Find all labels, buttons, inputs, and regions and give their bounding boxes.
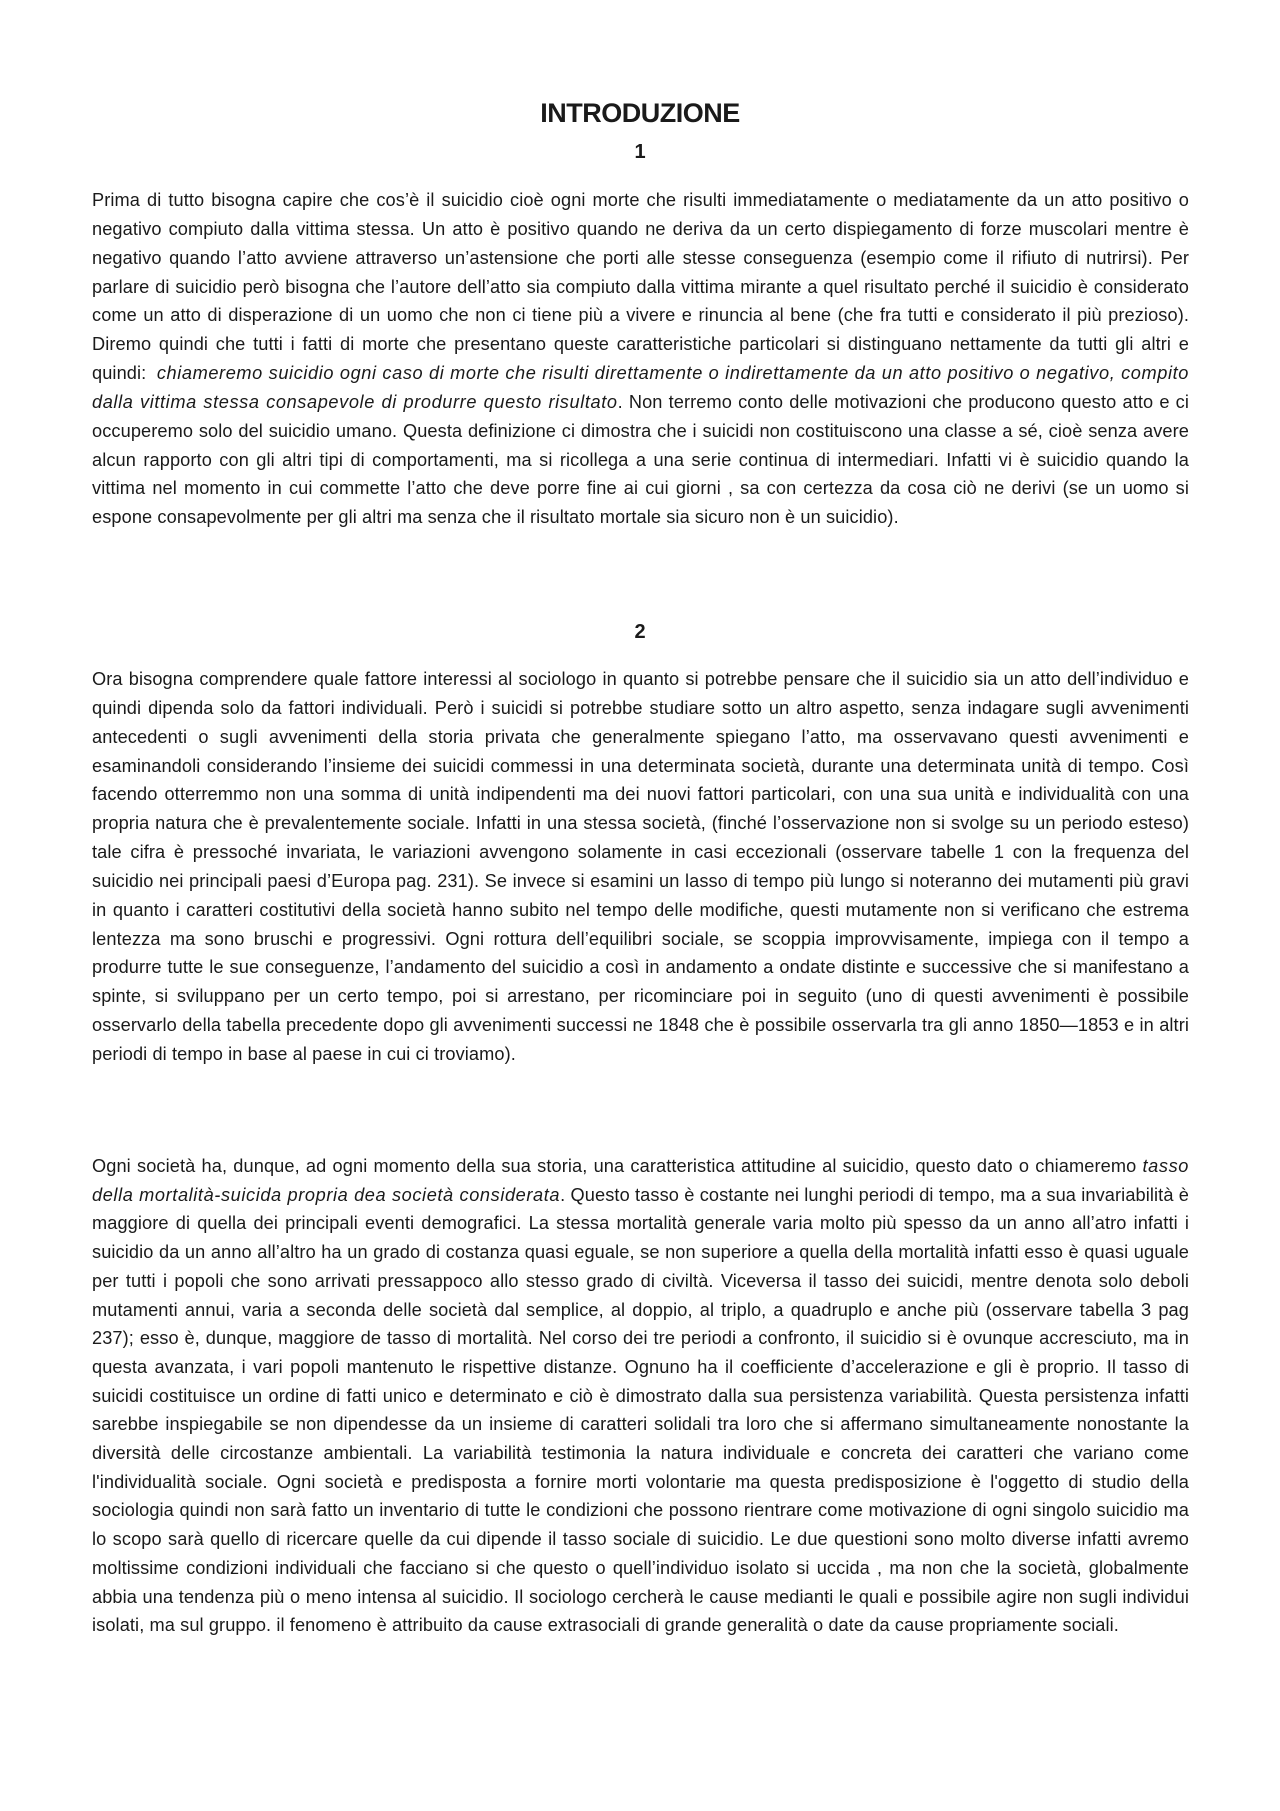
paragraph-text: Ogni società ha, dunque, ad ogni momento della sua storia, una caratteristica attitudine al suicidio, questo dato o chiameremo <box>92 1156 1143 1176</box>
section-2-paragraph-2 <box>92 1152 1189 1640</box>
paragraph-text: Ora bisogna comprendere quale fattore interessi al sociologo in quanto si potrebbe pensare che il suicidio sia un atto dell’individuo e quindi dipenda solo da fattori individuali. Però i suicidi si potrebbe studiare sotto un altro aspetto, senza indagare sugli avvenimenti antecedenti o sugli avvenimenti della storia privata che generalmente spiegano l’atto, ma osservavano questi avvenimenti e esaminandoli considerando l’insieme dei suicidi commessi in una determinata società, durante una determinata unità di tempo. Così facendo otterremmo non una somma di unità indipendenti ma dei nuovi fattori particolari, con una sua unità e individualità con una propria natura che è prevalentemente sociale. Infatti in una stessa società, (finché l’osservazione non si svolge su un periodo esteso) tale cifra è pressoché invariata, le variazioni avvengono solamente in casi eccezionali (osservare tabelle 1 con la frequenza del suicidio nei principali paesi d’Europa pag. 231). Se invece si esamini un lasso di tempo più lungo si noteranno dei mutamenti più gravi in quanto i caratteri costitutivi della società hanno subito nel tempo delle modifiche, questi mutamente non si verificano che estrema lentezza ma sono bruschi e progressivi. Ogni rottura dell’equilibri sociale, se scoppia improvvisamente, impiega con il tempo a produrre tutte le sue conseguenze, l’andamento del suicidio a così in andamento a ondate distinte e successive che si manifestano a spinte, si sviluppano per un certo tempo, poi si arrestano, per ricominciare poi in seguito (uno di questi avvenimenti è possibile osservarlo della tabella precedente dopo gli avvenimenti successi ne 1848 che è possibile osservarla tra gli anno 1850—1853 e in altri periodi di tempo in base al paese in cui ci troviamo). <box>92 669 1189 1064</box>
section-2-paragraph-1 <box>92 665 1189 1069</box>
section-number-1: 1 <box>634 141 646 163</box>
tasso-italic-text: tasso della mortalità-suicida propria dea società considerata <box>92 1156 1189 1205</box>
document-title: INTRODUZIONE <box>540 98 740 128</box>
section-1-paragraph <box>92 186 1189 532</box>
definition-italic-text: chiameremo suicidio ogni caso di morte che risulti direttamente o indirettamente da un atto positivo o negativo, compito dalla vittima stessa consapevole di produrre questo risultato <box>92 363 1189 412</box>
section-number-2: 2 <box>634 621 646 643</box>
paragraph-text: . Questo tasso è costante nei lunghi periodi di tempo, ma a sua invariabilità è maggiore di quella dei principali eventi demografici. La stessa mortalità generale varia molto più spesso da un anno all’atro infatti i suicidio da un anno all’altro ha un grado di costanza quasi eguale, se non superiore a quella della mortalità infatti esso è quasi uguale per tutti i popoli che sono arrivati pressappoco allo stesso grado di civiltà. Viceversa il tasso dei suicidi, mentre denota solo deboli mutamenti annui, varia a seconda delle società dal semplice, al doppio, al triplo, a quadruplo e anche più (osservare tabella 3 pag 237); esso è, dunque, maggiore de tasso di mortalità. Nel corso dei tre periodi a confronto, il suicidio si è ovunque accresciuto, ma in questa avanzata, i vari popoli mantenuto le rispettive distanze. Ognuno ha il coefficiente d’accelerazione e gli è proprio. Il tasso di suicidi costituisce un ordine di fatti unico e determinato e ciò è dimostrato dalla sua persistenza variabilità. Questa persistenza infatti sarebbe inspiegabile se non dipendesse da un insieme di caratteri solidali tra loro che si affermano simultaneamente nonostante la diversità delle circostanze ambientali. La variabilità testimonia la natura individuale e concreta dei caratteri che variano come l'individualità sociale. Ogni società e predisposta a fornire morti volontarie ma questa predisposizione è l'oggetto di studio della sociologia quindi non sarà fatto un inventario di tutte le condizioni che possono rientrare come motivazione di ogni singolo suicidio ma lo scopo sarà quello di ricercare quelle da cui dipende il tasso sociale di suicidio. Le due questioni sono molto diverse infatti avremo moltissime condizioni individuali che facciano si che questo o quell’individuo isolato si uccida , ma non che la società, globalmente abbia una tendenza più o meno intensa al suicidio. Il sociologo cercherà le cause medianti le quali e possibile agire non sugli individui isolati, ma sul gruppo. il fenomeno è attribuito da cause extrasociali di grande generalità o date da cause propriamente sociali. <box>92 1184 1189 1636</box>
paragraph-text: Prima di tutto bisogna capire che cos’è il suicidio cioè ogni morte che risulti immediatamente o mediatamente da un atto positivo o negativo compiuto dalla vittima stessa. Un atto è positivo quando ne deriva da un certo dispiegamento di forze muscolari mentre è negativo quando l’atto avviene attraverso un’astensione che porti alle stesse conseguenza (esempio come il rifiuto di nutrirsi). Per parlare di suicidio però bisogna che l’autore dell’atto sia compiuto dalla vittima mirante a quel risultato perché il suicidio è considerato come un atto di disperazione di un uomo che non ci tiene più a vivere e rinuncia al bene (che fra tutti e considerato il più prezioso). Diremo quindi che tutti i fatti di morte che presentano queste caratteristiche particolari si distinguano nettamente da tutti gli altri e quindi: <box>92 190 1189 384</box>
paragraph-text: . Non terremo conto delle motivazioni che producono questo atto e ci occuperemo solo del suicidio umano. Questa definizione ci dimostra che i suicidi non costituiscono una classe a sé, cioè senza avere alcun rapporto con gli altri tipi di comportamenti, ma si ricollega a una serie continua di intermediari. Infatti vi è suicidio quando la vittima nel momento in cui commette l’atto che deve porre fine ai cui giorni , sa con certezza da cosa ciò ne derivi (se un uomo si espone consapevolmente per gli altri ma senza che il risultato mortale sia sicuro non è un suicidio). <box>92 391 1190 528</box>
